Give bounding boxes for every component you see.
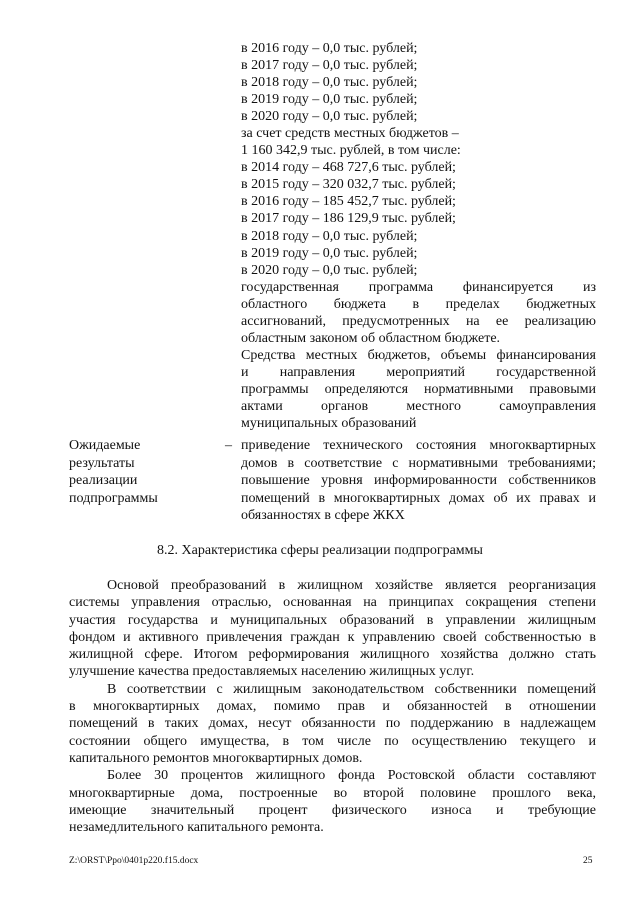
paragraph-line: помещений в таких домах, несут обязанности по поддержанию в надлежащем (69, 716, 596, 732)
label-line: реализации (69, 473, 138, 488)
funding-line: в 2019 году – 0,0 тыс. рублей; (241, 245, 418, 261)
paragraph-line: В соответствии с жилищным законодательством собственники помещений (107, 681, 596, 697)
paragraph-line: участия государства и муниципальных образований в управлении жилищным (69, 612, 596, 628)
funding-line: в 2015 году – 320 032,7 тыс. рублей; (241, 177, 456, 193)
funding-line: в 2018 году – 0,0 тыс. рублей; (241, 228, 418, 244)
local-funding-line: актами органов местного самоуправления (241, 398, 596, 414)
funding-line: в 2019 году – 0,0 тыс. рублей; (241, 92, 418, 108)
section-heading: 8.2. Характеристика сферы реализации подпрограммы (157, 543, 483, 558)
local-funding-line: Средства местных бюджетов, объемы финансирования (241, 347, 596, 363)
paragraph-line: Основой преобразований в жилищном хозяйстве является реорганизация (107, 578, 596, 593)
paragraph-line: состоянии общего имущества, в том числе по осуществлению текущего и (69, 733, 596, 749)
paragraph-line: жилищной сфере. Итогом реформирования жилищного хозяйства должно стать (69, 647, 596, 663)
label-dash: – (225, 438, 232, 453)
regional-funding-line: ассигнований, предусмотренных на ее реализацию (241, 313, 596, 329)
body-text (69, 577, 596, 836)
result-line: домов в соответствие с нормативными требованиями; (241, 455, 596, 471)
footer-file-path: Z:\ORST\Ppo\0401p220.f15.docx (69, 856, 199, 866)
funding-line: в 2017 году – 0,0 тыс. рублей; (241, 58, 418, 74)
expected-results-label (69, 437, 199, 507)
funding-line: в 2016 году – 0,0 тыс. рублей; (241, 41, 418, 56)
local-funding-line: и направления мероприятий государственной (241, 364, 596, 380)
result-line: повышение уровня информированности собственников (241, 473, 596, 488)
label-line: Ожидаемые (69, 438, 141, 453)
paragraph-line: в многоквартирных домах, помимо прав и обязанностей в отношении (69, 699, 596, 715)
funding-line: в 2018 году – 0,0 тыс. рублей; (241, 75, 418, 91)
paragraph-line: Более 30 процентов жилищного фонда Ростовской области составляют (107, 768, 596, 784)
result-line: обязанностях в сфере ЖКХ (241, 508, 405, 523)
funding-line: за счет средств местных бюджетов – (241, 126, 459, 142)
paragraph-line: капитального ремонтов многоквартирных домов. (69, 750, 363, 766)
funding-line: в 2017 году – 186 129,9 тыс. рублей; (241, 211, 456, 227)
paragraph-line: фондом и активного привлечения граждан к управлению своей собственностью в (69, 629, 596, 645)
regional-funding-line: областного бюджета в пределах бюджетных (241, 296, 596, 312)
regional-funding-line: государственная программа финансируется из (241, 279, 596, 295)
label-line: подпрограммы (69, 490, 158, 506)
expected-results-text (241, 437, 596, 525)
funding-line: в 2020 году – 0,0 тыс. рублей; (241, 109, 418, 125)
result-line: помещений в многоквартирных домах об их правах и (241, 490, 596, 506)
paragraph-line: имеющие значительный процент физического износа и требующие (69, 802, 596, 818)
paragraph-line: улучшение качества предоставляемых населению жилищных услуг. (69, 664, 475, 680)
paragraph-line: незамедлительного капитального ремонта. (69, 820, 324, 836)
funding-block (241, 40, 596, 432)
funding-line: в 2020 году – 0,0 тыс. рублей; (241, 262, 418, 278)
label-line: результаты (69, 455, 135, 471)
paragraph-line: многоквартирные дома, построенные во второй половине прошлого века, (69, 785, 596, 801)
funding-line: в 2016 году – 185 452,7 тыс. рублей; (241, 194, 456, 210)
funding-line: в 2014 году – 468 727,6 тыс. рублей; (241, 160, 456, 176)
local-funding-line: муниципальных образований (241, 416, 417, 432)
result-line: приведение технического состояния многоквартирных (241, 438, 596, 453)
local-funding-line: программы определяются нормативными правовыми (241, 381, 596, 397)
regional-funding-line: областным законом об областном бюджете. (241, 330, 501, 346)
funding-line: 1 160 342,9 тыс. рублей, в том числе: (241, 143, 461, 159)
page-number: 25 (583, 856, 593, 866)
paragraph-line: системы управления отраслью, основанная на принципах сокращения степени (69, 595, 596, 611)
